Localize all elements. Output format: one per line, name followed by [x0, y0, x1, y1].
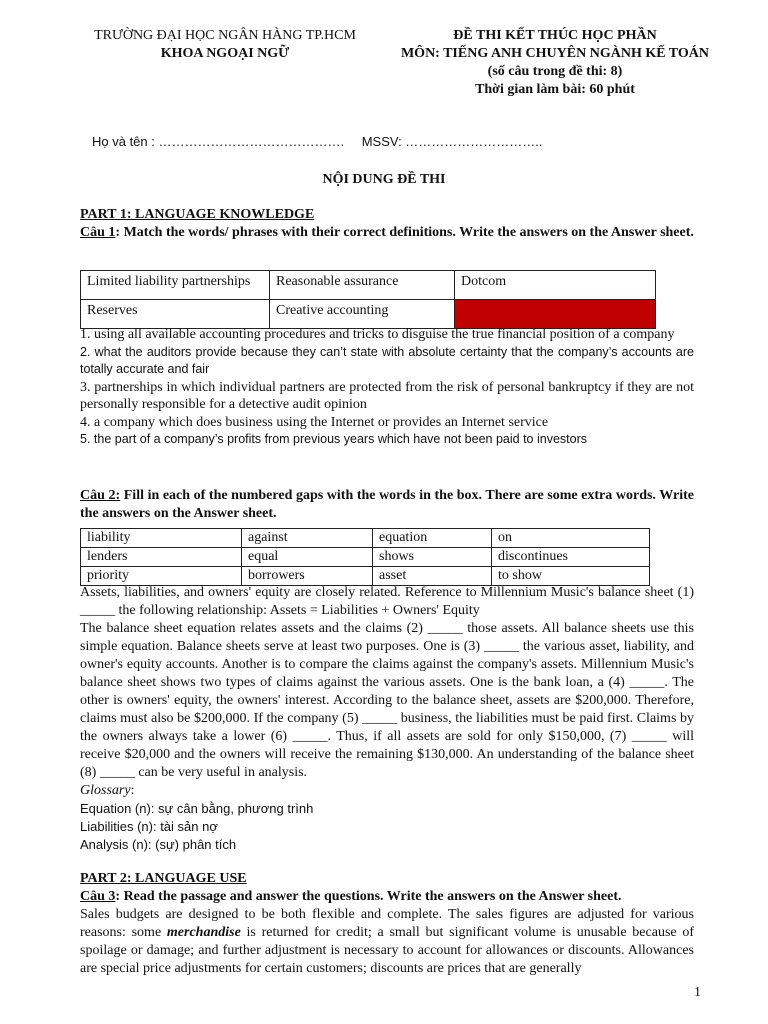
table-row: [81, 300, 656, 329]
table-cell: against: [242, 529, 373, 548]
table-cell: shows: [373, 548, 492, 567]
exam-header: [355, 27, 755, 99]
part1-section: [80, 206, 694, 242]
table-cell: equation: [373, 529, 492, 548]
exam-subject: MÔN: TIẾNG ANH CHUYÊN NGÀNH KẾ TOÁN: [400, 46, 710, 61]
part1-heading: PART 1: LANGUAGE KNOWLEDGE: [80, 207, 315, 222]
table-cell: to show: [492, 567, 650, 586]
table-cell: priority: [81, 567, 242, 586]
glossary-item: Equation (n): sự cân bằng, phương trình: [80, 801, 314, 816]
table-cell: on: [492, 529, 650, 548]
question-count: (số câu trong đề thi: 8): [487, 64, 623, 79]
q1-label: Câu 1: [80, 225, 116, 240]
table-row: [81, 271, 656, 300]
glossary-title: Glossary: [80, 783, 131, 798]
q2-word-box: [80, 528, 650, 586]
university-header: [60, 27, 390, 63]
glossary-heading: [80, 782, 694, 800]
q3-instruction: [80, 888, 694, 906]
table-cell: borrowers: [242, 567, 373, 586]
q2-label: Câu 2:: [80, 488, 121, 503]
page-number: 1: [694, 985, 701, 1000]
q3-passage-part1: Sales budgets are designed to be both flexible and complete. The sales figures are adjusted for various reasons: some: [80, 907, 694, 940]
table-cell: asset: [373, 567, 492, 586]
faculty-name: KHOA NGOẠI NGỮ: [160, 46, 290, 61]
definition-item: 2. what the auditors provide because they can’t state with absolute certainty that the company’s accounts are totally accurate and fair: [80, 344, 694, 376]
part2-heading: PART 2: LANGUAGE USE: [80, 871, 247, 886]
table-cell: liability: [81, 529, 242, 548]
definition-item: 1. using all available accounting procedures and tricks to disguise the true financial position of a company: [80, 327, 675, 342]
part2-section: [80, 870, 694, 978]
glossary-colon: :: [130, 783, 135, 798]
definition-item: 3. partnerships in which individual partners are protected from the risk of personal bankruptcy if they are not personally responsible for a detective audit opinion: [80, 379, 694, 412]
q3-instruction-text: : Read the passage and answer the questions. Write the answers on the Answer sheet.: [115, 889, 622, 904]
q1-instruction: [80, 224, 694, 242]
student-info: [92, 134, 557, 149]
q2-instruction-text: Fill in each of the numbered gaps with the words in the box. There are some extra words. Write the answers on the Answer sheet.: [80, 488, 694, 521]
q2-passage: [80, 584, 694, 854]
student-name-field: Họ và tên : …………………………………….: [92, 134, 345, 149]
student-id-field: MSSV: …………………………..: [361, 134, 543, 149]
table-row: [81, 529, 650, 548]
exam-title: ĐỀ THI KẾT THÚC HỌC PHẦN: [453, 28, 657, 43]
table-row: [81, 548, 650, 567]
table-cell: equal: [242, 548, 373, 567]
definition-item: 4. a company which does business using the Internet or provides an Internet service: [80, 414, 549, 430]
q2-instruction: [80, 487, 694, 523]
table-row: [81, 567, 650, 586]
passage-paragraph: Assets, liabilities, and owners' equity are closely related. Reference to Millennium Music's balance sheet (1) _____ the following relationship: Assets = Liabilities + Owners' Equity: [80, 585, 694, 618]
glossary-item: Analysis (n): (sự) phân tích: [80, 837, 237, 852]
table-cell: Dotcom: [455, 271, 656, 300]
q1-word-table: [80, 270, 656, 329]
exam-duration: Thời gian làm bài: 60 phút: [475, 82, 635, 97]
q1-definitions: [80, 326, 694, 449]
page-title: NỘI DUNG ĐỀ THI: [322, 172, 446, 187]
q1-instruction-text: : Match the words/ phrases with their correct definitions. Write the answers on the Answer sheet.: [115, 225, 694, 240]
highlighted-empty-cell: [455, 300, 656, 329]
definition-item: 5. the part of a company’s profits from previous years which have not been paid to investors: [80, 432, 587, 446]
table-cell: Creative accounting: [270, 300, 455, 329]
q3-emphasis: merchandise: [166, 925, 241, 940]
table-cell: Limited liability partnerships: [81, 271, 270, 300]
glossary-item: Liabilities (n): tài sản nợ: [80, 819, 218, 834]
table-cell: discontinues: [492, 548, 650, 567]
q3-passage-part2: is returned for credit; a small but significant volume is unusable because of spoilage or damage; and further adjustment is necessary to account for allowances or discounts. Allowances are special price adjustments for certain customers; discounts are prices that are generally: [80, 925, 694, 976]
table-cell: Reasonable assurance: [270, 271, 455, 300]
university-name: TRƯỜNG ĐẠI HỌC NGÂN HÀNG TP.HCM: [94, 28, 356, 43]
q3-passage: [80, 906, 694, 978]
passage-paragraph: The balance sheet equation relates assets and the claims (2) _____ those assets. All balance sheets use this simple equation. Balance sheets serve at least two purposes. One is (3) _____ the various asset, liability, and owner's equity accounts. Another is to compare the claims against the company's assets. Millennium Music's balance sheet shows two types of claims against the various assets. One is the bank loan, a (4) _____. The other is owners' equity, the owners' interest. According to the balance sheet, assets are $200,000. Therefore, claims must also be $200,000. If the company (5) _____ business, the liabilities must be paid first. Claims by the owners always take a lower (6) _____. Thus, if all assets are sold for only $150,000, (7) _____ will receive $20,000 and the owners will receive the remaining $130,000. An understanding of the balance sheet (8) _____ can be very useful in analysis.: [80, 621, 694, 780]
table-cell: lenders: [81, 548, 242, 567]
q3-label: Câu 3: [80, 889, 116, 904]
table-cell: Reserves: [81, 300, 270, 329]
